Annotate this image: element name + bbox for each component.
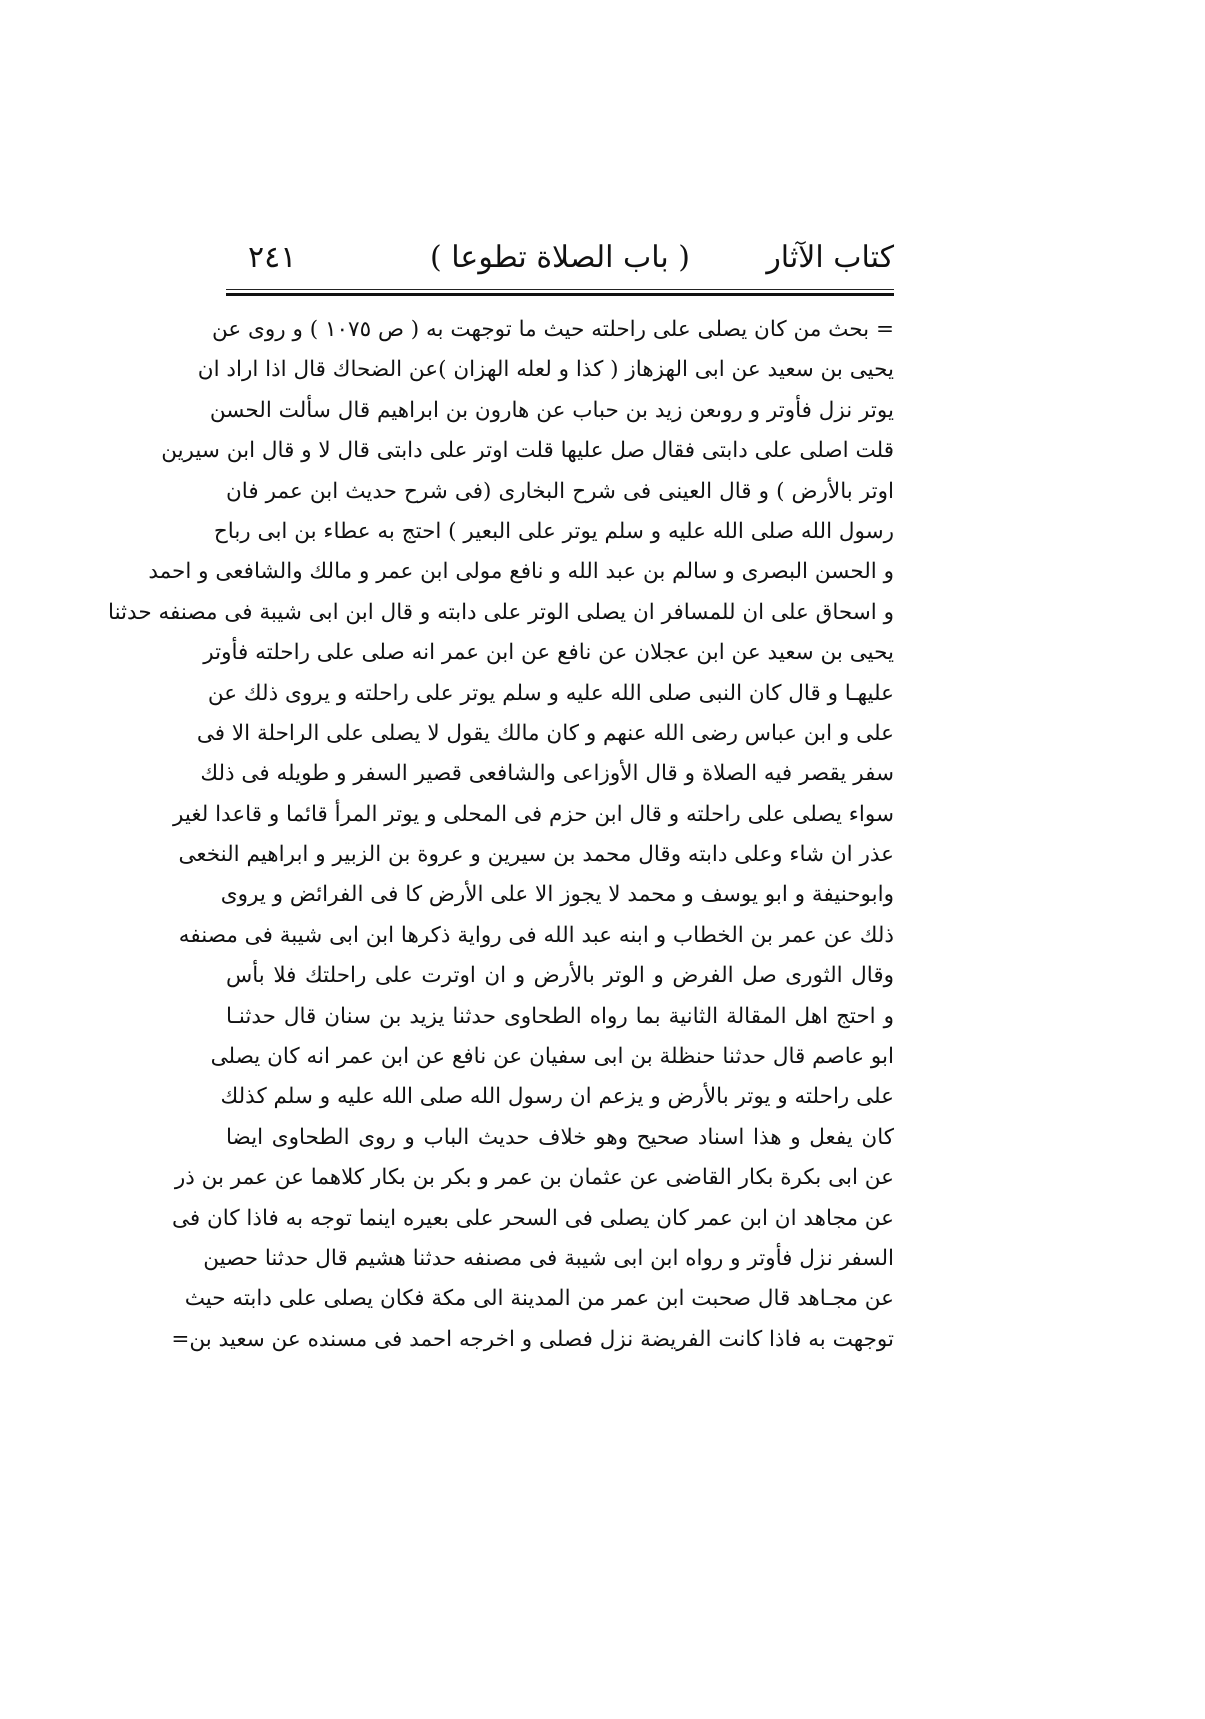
- text-line: عليهـا و قال كان النبى صلى الله عليه و سلم يوتر على راحلته و يروى ذلك عن: [207, 680, 894, 706]
- text-line: يحيى بن سعيد عن ابن عجلان عن نافع عن ابن عمر انه صلى على راحلته فأوتر: [203, 640, 894, 666]
- page-number: ٢٤١: [248, 240, 297, 275]
- text-line: على و ابن عباس رضى الله عنهم و كان مالك يقول لا يصلى على الراحلة الا فى: [196, 720, 894, 746]
- text-line: سواء يصلى على راحلته و قال ابن حزم فى المحلى و يوتر المرأ قائما و قاعدا لغير: [172, 801, 894, 827]
- text-line: قلت اصلى على دابتى فقال صل عليها قلت اوتر على دابتى قال لا و قال ابن سيرين: [161, 438, 894, 464]
- text-line: رسول الله صلى الله عليه و سلم يوتر على البعير ) احتج به عطاء بن ابى رباح: [213, 518, 894, 544]
- text-line: عن مجاهد ان ابن عمر كان يصلى فى السحر على بعيره اينما توجه به فاذا كان فى: [171, 1205, 894, 1231]
- text-line: عن مجـاهد قال صحبت ابن عمر من المدينة الى مكة فكان يصلى على دابته حيث: [184, 1286, 894, 1312]
- header-rule-thin: [226, 289, 894, 290]
- text-line: اوتر بالأرض ) و قال العينى فى شرح البخارى (فى شرح حديث ابن عمر فان: [226, 478, 894, 504]
- running-header: [226, 230, 894, 286]
- text-line: كان يفعل و هذا اسناد صحيح وهو خلاف حديث الباب و روى الطحاوى ايضا: [226, 1124, 894, 1150]
- text-line: السفر نزل فأوتر و رواه ابن ابى شيبة فى مصنفه حدثنا هشيم قال حدثنا حصين: [203, 1245, 894, 1271]
- text-line: و احتج اهل المقالة الثانية بما رواه الطحاوى حدثنا يزيد بن سنان قال حدثنـا: [226, 1003, 894, 1029]
- text-line: ذلك عن عمر بن الخطاب و ابنه عبد الله فى رواية ذكرها ابن ابى شيبة فى مصنفه: [178, 922, 894, 948]
- text-line: = بحث من كان يصلى على راحلته حيث ما توجهت به ( ص ١٠٧٥ ) و روى عن: [212, 317, 894, 342]
- text-line: يوتر نزل فأوتر و روىعن زيد بن حباب عن هارون بن ابراهيم قال سألت الحسن: [209, 397, 894, 423]
- book-title: كتاب الآثار: [766, 240, 894, 275]
- text-line: وقال الثورى صل الفرض و الوتر بالأرض و ان اوترت على راحلتك فلا بأس: [226, 963, 894, 989]
- text-line: عن ابى بكرة بكار القاضى عن عثمان بن عمر و بكر بن بكار كلاهما عن عمر بن ذر: [174, 1165, 894, 1191]
- text-line: توجهت به فاذا كانت الفريضة نزل فصلى و اخرجه احمد فى مسنده عن سعيد بن=: [171, 1326, 894, 1352]
- text-line: وابوحنيفة و ابو يوسف و محمد لا يجوز الا على الأرض كا فى الفرائض و يروى: [220, 882, 894, 908]
- body-text: [108, 310, 894, 1360]
- text-line: و اسحاق على ان للمسافر ان يصلى الوتر على دابته و قال ابن ابى شيبة فى مصنفه حدثنا: [108, 599, 894, 625]
- text-line: و الحسن البصرى و سالم بن عبد الله و نافع مولى ابن عمر و مالك والشافعى و احمد: [148, 559, 894, 585]
- text-line: عذر ان شاء وعلى دابته وقال محمد بن سيرين و عروة بن الزبير و ابراهيم النخعى: [178, 842, 894, 868]
- text-line: ابو عاصم قال حدثنا حنظلة بن ابى سفيان عن نافع عن ابن عمر انه كان يصلى: [210, 1044, 894, 1070]
- header-rule-thick: [226, 293, 894, 296]
- text-line: سفر يقصر فيه الصلاة و قال الأوزاعى والشافعى قصير السفر و طويله فى ذلك: [200, 761, 894, 787]
- text-line: يحيى بن سعيد عن ابى الهزهاز ( كذا و لعله الهزان )عن الضحاك قال اذا اراد ان: [197, 357, 894, 383]
- chapter-title: ( باب الصلاة تطوعا ): [430, 240, 690, 275]
- text-line: على راحلته و يوتر بالأرض و يزعم ان رسول الله صلى الله عليه و سلم كذلك: [220, 1084, 894, 1110]
